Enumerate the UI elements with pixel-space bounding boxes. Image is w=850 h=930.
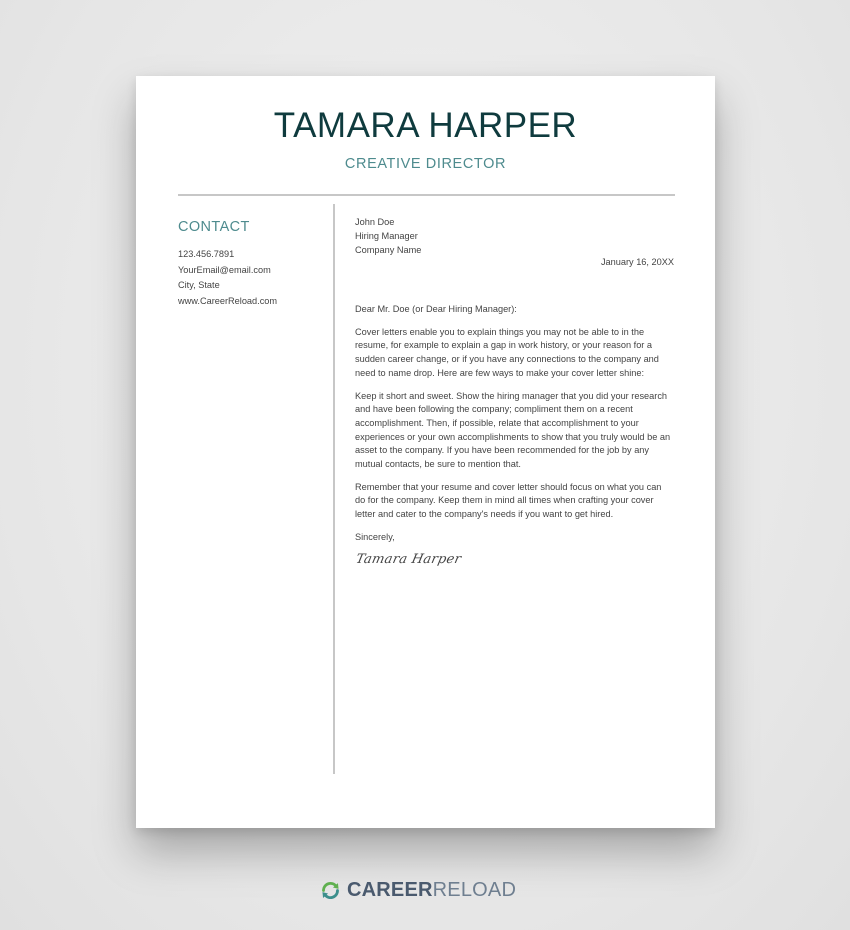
recipient-company: Company Name [355,244,422,255]
recipient-name: John Doe [355,217,395,227]
contact-phone: 123.456.7891 [178,249,235,259]
column-divider [333,204,335,774]
brand-logo [320,878,516,902]
contact-list [178,247,277,310]
letter-date: January 16, 20XX [600,257,674,267]
applicant-title: CREATIVE DIRECTOR [344,156,507,172]
salutation: Dear Mr. Doe (or Dear Hiring Manager): [355,304,517,314]
applicant-name: TAMARA HARPER [273,106,578,145]
contact-website: www.CareerReload.com [178,296,278,307]
letter-closing: Sincerely, [355,531,395,542]
brand-part-career: CAREER [347,879,433,901]
contact-heading: CONTACT [178,219,250,235]
letter-body [355,303,673,554]
brand-part-reload: RELOAD [432,879,517,901]
brand-wordmark [347,878,516,902]
contact-email: YourEmail@email.com [178,264,271,275]
recipient-position: Hiring Manager [355,230,418,241]
header-divider [178,194,675,196]
recipient-block [355,216,421,257]
contact-location: City, State [178,280,220,291]
cover-letter-page [136,76,715,828]
letter-paragraph: Keep it short and sweet. Show the hiring manager that you did your research and have been following the company; compliment them on a recent accomplishment. Then, if possible, relate that accomplishment to your experiences or your own accomplishments to show that you truly would be an asset to the company. If you have been recommended for the job by any mutual contacts, be sure to mention that. [355,390,671,470]
letter-paragraph: Remember that your resume and cover letter should focus on what you can do for the company. Keep them in mind all times when crafting your cover letter and cater to the company's needs if you want to get hired. [355,481,662,520]
letter-paragraph: Cover letters enable you to explain things you may not be able to in the resume, for example to explain a gap in work history, or your reason for a sudden career change, or if you have any connections to the company and need to name drop. Here are few ways to make your cover letter shine: [355,326,659,378]
refresh-cycle-icon [320,880,341,901]
signature: Tamara Harper [354,552,463,567]
